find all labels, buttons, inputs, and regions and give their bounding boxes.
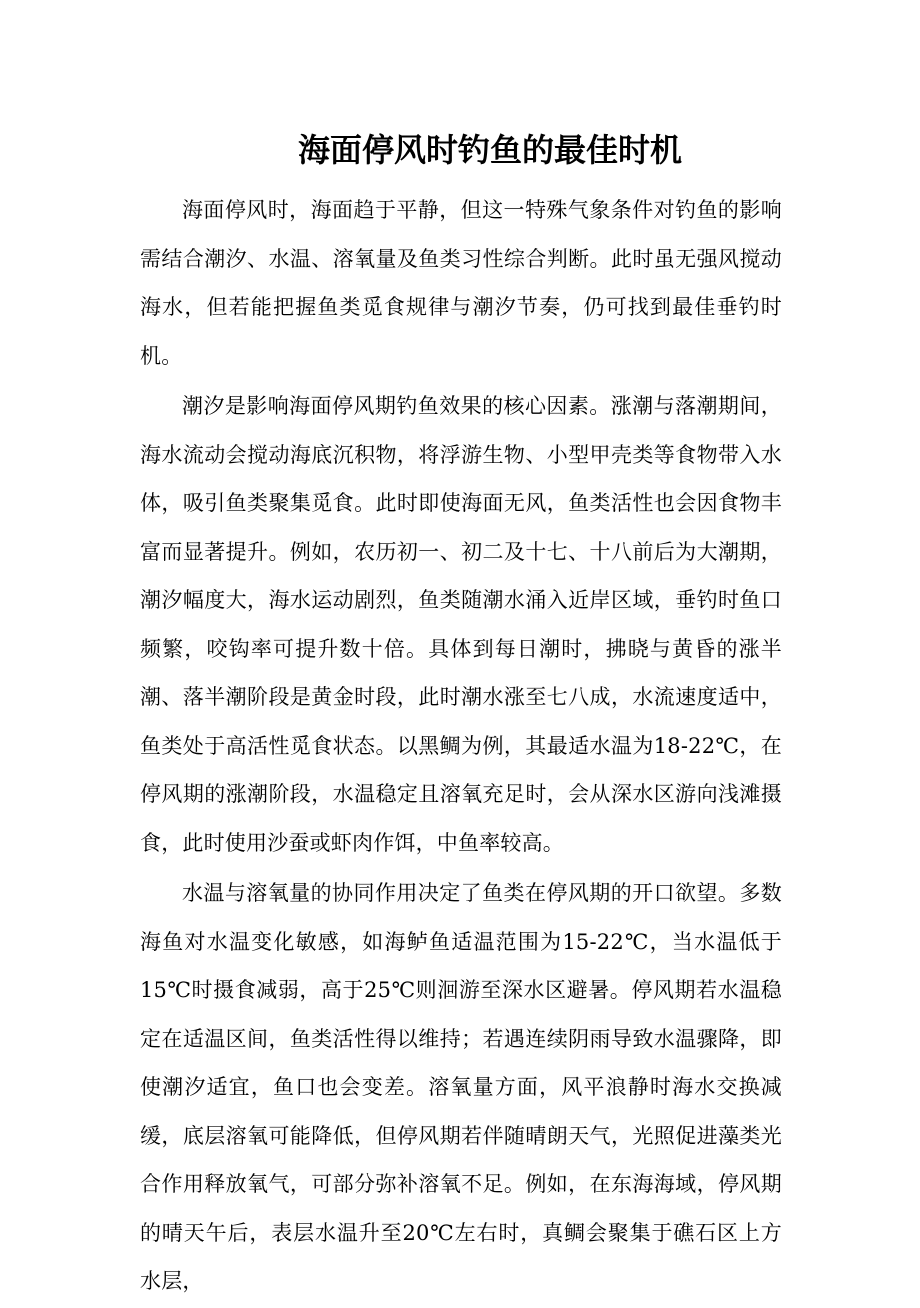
- paragraph-intro: 海面停风时，海面趋于平静，但这一特殊气象条件对钓鱼的影响需结合潮汐、水温、溶氧量及鱼类习性综合判断。此时虽无强风搅动海水，但若能把握鱼类觅食规律与潮汐节奏，仍可找到最佳垂钓时机。: [140, 198, 782, 368]
- paragraph-tides: 潮汐是影响海面停风期钓鱼效果的核心因素。涨潮与落潮期间，海水流动会搅动海底沉积物，将浮游生物、小型甲壳类等食物带入水体，吸引鱼类聚集觅食。此时即使海面无风，鱼类活性也会因食物丰富而显著提升。例如，农历初一、初二及十七、十八前后为大潮期，潮汐幅度大，海水运动剧烈，鱼类随潮水涌入近岸区域，垂钓时鱼口频繁，咬钩率可提升数十倍。具体到每日潮时，拂晓与黄昏的涨半潮、落半潮阶段是黄金时段，此时潮水涨至七八成，水流速度适中，鱼类处于高活性觅食状态。以黑鲷为例，其最适水温为18-22℃，在停风期的涨潮阶段，水温稳定且溶氧充足时，会从深水区游向浅滩摄食，此时使用沙蚕或虾肉作饵，中鱼率较高。: [140, 394, 782, 855]
- document-body: [140, 186, 782, 1308]
- paragraph-temperature-oxygen: 水温与溶氧量的协同作用决定了鱼类在停风期的开口欲望。多数海鱼对水温变化敏感，如海鲈鱼适温范围为15-22℃，当水温低于15℃时摄食减弱，高于25℃则洄游至深水区避暑。停风期若水温稳定在适温区间，鱼类活性得以维持；若遇连续阴雨导致水温骤降，即使潮汐适宜，鱼口也会变差。溶氧量方面，风平浪静时海水交换减缓，底层溶氧可能降低，但停风期若伴随晴朗天气，光照促进藻类光合作用释放氧气，可部分弥补溶氧不足。例如，在东海海域，停风期的晴天午后，表层水温升至20℃左右时，真鲷会聚集于礁石区上方水层，: [140, 881, 782, 1293]
- document-title: 海面停风时钓鱼的最佳时机: [297, 131, 682, 169]
